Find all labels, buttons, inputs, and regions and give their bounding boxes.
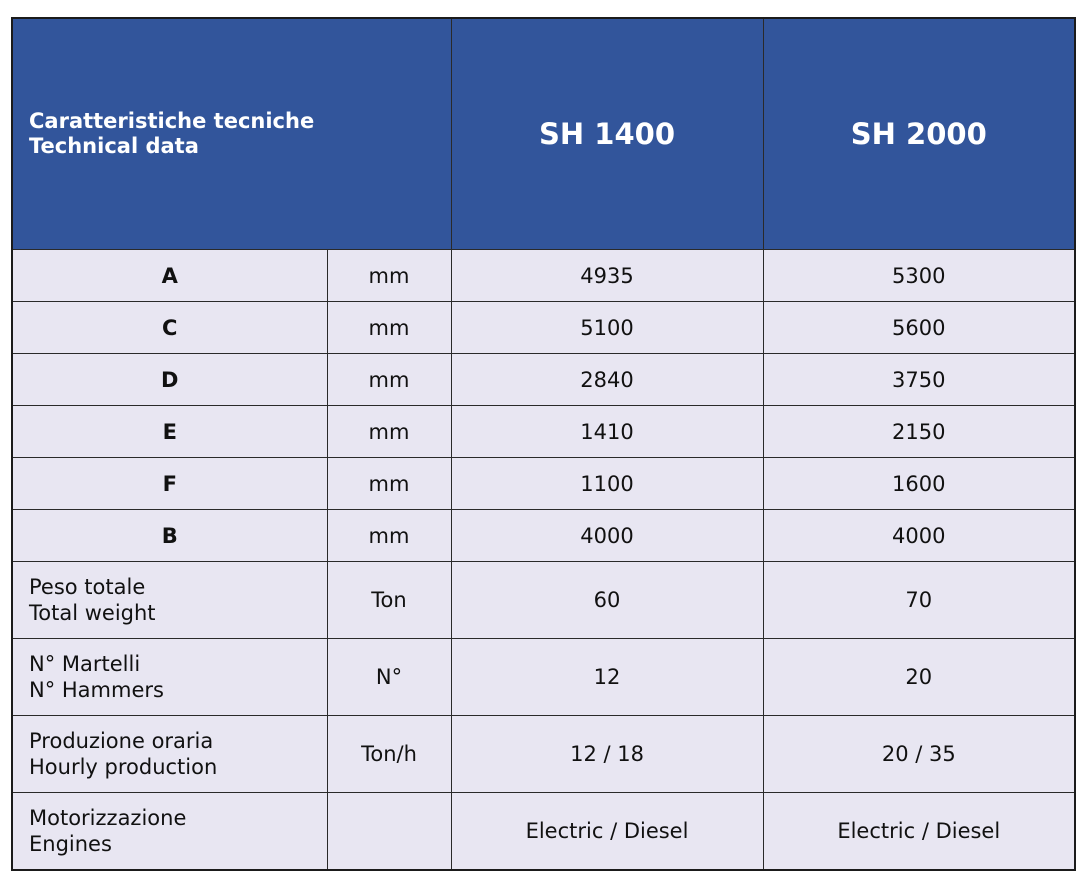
table-row xyxy=(12,458,1075,510)
value-sh2000: 20 / 35 xyxy=(763,716,1075,793)
unit-cell: mm xyxy=(327,510,451,562)
row-label xyxy=(12,716,327,793)
value-sh2000: 70 xyxy=(763,562,1075,639)
unit-cell xyxy=(327,793,451,871)
table-row xyxy=(12,793,1075,871)
unit-cell: Ton xyxy=(327,562,451,639)
dimension-label: D xyxy=(12,354,327,406)
value-sh1400: 2840 xyxy=(451,354,763,406)
value-sh1400: 1100 xyxy=(451,458,763,510)
table-row xyxy=(12,302,1075,354)
value-sh1400: 12 / 18 xyxy=(451,716,763,793)
dimension-label: F xyxy=(12,458,327,510)
value-sh1400: 12 xyxy=(451,639,763,716)
dimension-label: A xyxy=(12,250,327,302)
value-sh1400: 5100 xyxy=(451,302,763,354)
label-english: Engines xyxy=(29,832,112,856)
table-header-row xyxy=(12,18,1075,250)
unit-cell: N° xyxy=(327,639,451,716)
label-english: Total weight xyxy=(29,601,156,625)
technical-data-table xyxy=(11,17,1076,871)
value-sh2000: 3750 xyxy=(763,354,1075,406)
label-english: Hourly production xyxy=(29,755,218,779)
dimension-label: C xyxy=(12,302,327,354)
table-title xyxy=(12,18,451,250)
label-english: N° Hammers xyxy=(29,678,164,702)
value-sh2000: 2150 xyxy=(763,406,1075,458)
model-header-sh2000: SH 2000 xyxy=(763,18,1075,250)
row-label xyxy=(12,562,327,639)
label-italian: Peso totale xyxy=(29,575,146,599)
value-sh1400: 1410 xyxy=(451,406,763,458)
table-row xyxy=(12,250,1075,302)
value-sh2000: Electric / Diesel xyxy=(763,793,1075,871)
table-row xyxy=(12,510,1075,562)
model-header-sh1400: SH 1400 xyxy=(451,18,763,250)
unit-cell: mm xyxy=(327,458,451,510)
table-row xyxy=(12,716,1075,793)
value-sh2000: 20 xyxy=(763,639,1075,716)
value-sh1400: 4000 xyxy=(451,510,763,562)
unit-cell: mm xyxy=(327,302,451,354)
value-sh2000: 1600 xyxy=(763,458,1075,510)
unit-cell: Ton/h xyxy=(327,716,451,793)
row-label xyxy=(12,793,327,871)
table-row xyxy=(12,639,1075,716)
label-italian: Produzione oraria xyxy=(29,729,214,753)
label-italian: Motorizzazione xyxy=(29,806,187,830)
row-label xyxy=(12,639,327,716)
table-row xyxy=(12,406,1075,458)
value-sh1400: Electric / Diesel xyxy=(451,793,763,871)
dimension-label: B xyxy=(12,510,327,562)
table-row xyxy=(12,354,1075,406)
table-row xyxy=(12,562,1075,639)
value-sh1400: 60 xyxy=(451,562,763,639)
unit-cell: mm xyxy=(327,250,451,302)
label-italian: N° Martelli xyxy=(29,652,141,676)
value-sh2000: 5600 xyxy=(763,302,1075,354)
title-italian: Caratteristiche tecniche xyxy=(29,109,315,133)
dimension-label: E xyxy=(12,406,327,458)
title-english: Technical data xyxy=(29,134,199,158)
value-sh2000: 5300 xyxy=(763,250,1075,302)
unit-cell: mm xyxy=(327,406,451,458)
value-sh2000: 4000 xyxy=(763,510,1075,562)
unit-cell: mm xyxy=(327,354,451,406)
value-sh1400: 4935 xyxy=(451,250,763,302)
